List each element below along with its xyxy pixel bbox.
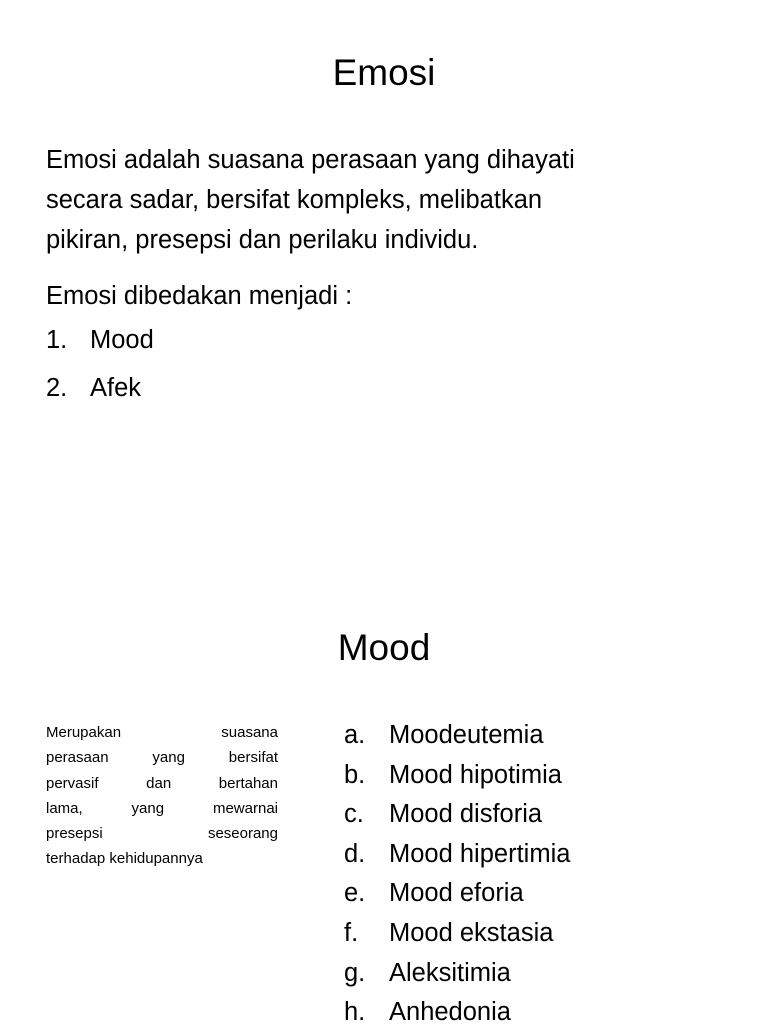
list-label: Aleksitimia	[389, 958, 511, 987]
list-item	[46, 320, 154, 360]
list-marker: d.	[344, 839, 366, 868]
paragraph-line: secara sadar, bersifat kompleks, melibatkan	[46, 186, 543, 214]
list-item	[344, 835, 570, 875]
list-item	[344, 914, 570, 954]
list-item	[46, 368, 141, 408]
list-marker: h.	[344, 998, 366, 1027]
slide-title: Mood	[337, 627, 431, 668]
mood-types-list	[344, 716, 570, 1033]
list-marker: g.	[344, 958, 366, 987]
list-item	[344, 795, 570, 835]
list-label: Moodeutemia	[389, 721, 544, 749]
list-marker: b.	[344, 760, 366, 789]
list-label: Mood eforia	[389, 879, 524, 908]
list-marker: 1.	[46, 326, 68, 354]
definition-line: lama, yang mewarnai	[46, 799, 278, 817]
list-label: Mood disforia	[389, 800, 543, 829]
definition-text	[46, 720, 278, 872]
list-item	[344, 993, 570, 1033]
paragraph-line: pikiran, presepsi dan perilaku individu.	[46, 226, 479, 254]
paragraph-line: Emosi adalah suasana perasaan yang dihayati	[46, 146, 575, 174]
list-marker: c.	[344, 800, 364, 829]
list-marker: a.	[344, 721, 366, 749]
list-item	[344, 756, 570, 796]
list-marker: 2.	[46, 374, 68, 402]
definition-line: pervasif dan bertahan	[46, 774, 278, 792]
list-label: Mood hipotimia	[389, 760, 562, 789]
definition-line: perasaan yang bersifat	[46, 749, 278, 767]
list-label: Anhedonia	[389, 998, 511, 1027]
list-marker: e.	[344, 879, 366, 908]
list-item	[344, 954, 570, 994]
list-marker: f.	[344, 918, 359, 947]
list-label: Mood	[90, 326, 154, 354]
definition-line: Merupakan suasana	[46, 724, 278, 741]
list-label: Mood hipertimia	[389, 839, 571, 868]
list-label: Afek	[90, 374, 142, 402]
list-item	[344, 874, 570, 914]
list-label: Mood ekstasia	[389, 918, 554, 947]
slide-title: Emosi	[332, 52, 436, 93]
definition-line: presepsi seseorang	[46, 825, 278, 843]
intro-text: Emosi dibedakan menjadi :	[46, 282, 353, 310]
definition-line: terhadap kehidupannya	[46, 850, 203, 868]
list-item	[344, 716, 570, 756]
